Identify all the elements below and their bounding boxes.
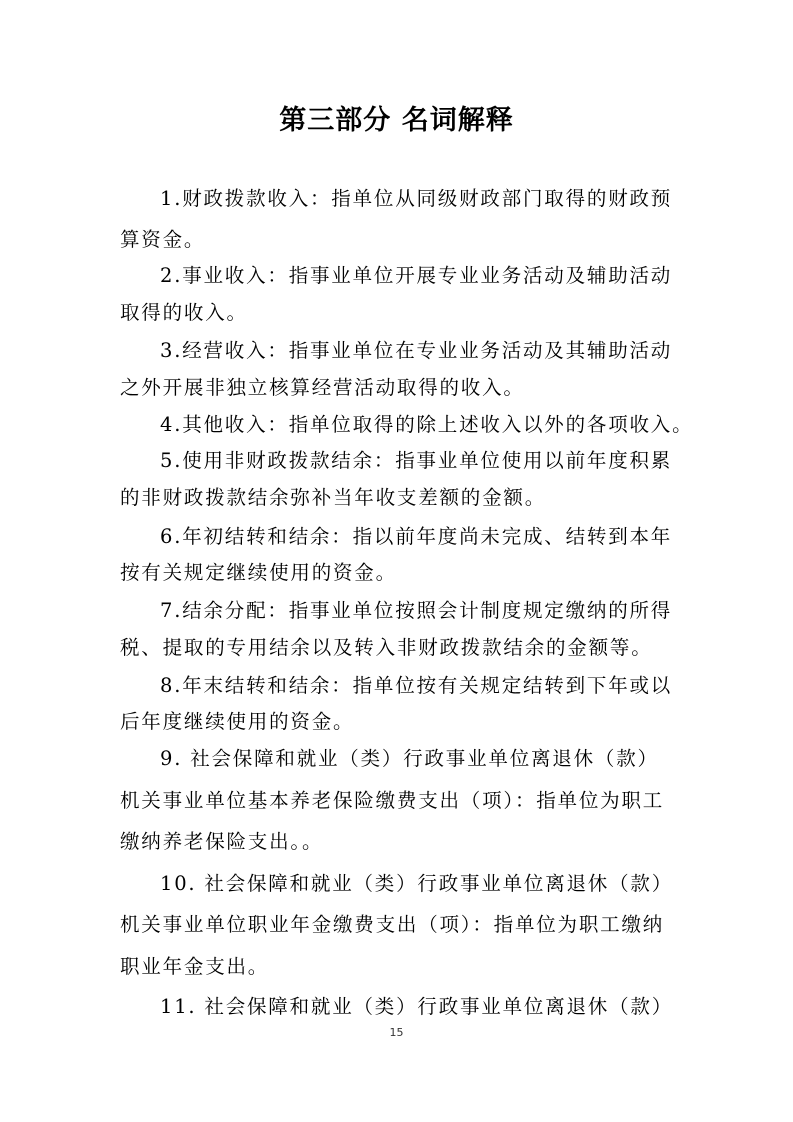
paragraph-line: 2.事业收入：指事业单位开展专业业务活动及辅助活动	[160, 264, 673, 287]
paragraph-line: 6.年初结转和结余：指以前年度尚未完成、结转到本年	[160, 525, 673, 548]
paragraph-line: 11. 社会保障和就业（类）行政事业单位离退休（款）	[160, 995, 674, 1018]
paragraph-line: 后年度继续使用的资金。	[120, 710, 355, 733]
paragraph-line: 税、提取的专用结余以及转入非财政拨款结余的金额等。	[120, 636, 653, 659]
paragraph-line: 按有关规定继续使用的资金。	[120, 561, 397, 584]
paragraph-line: 9. 社会保障和就业（类）行政事业单位离退休（款）	[160, 747, 659, 770]
paragraph-line: 取得的收入。	[120, 301, 248, 324]
paragraph-line: 1.财政拨款收入：指单位从同级财政部门取得的财政预	[160, 187, 673, 210]
page-number: 15	[389, 1026, 404, 1039]
paragraph-line: 的非财政拨款结余弥补当年收支差额的金额。	[120, 486, 547, 509]
paragraph-line: 3.经营收入：指事业单位在专业业务活动及其辅助活动	[160, 339, 673, 362]
paragraph-line: 算资金。	[120, 228, 206, 251]
paragraph-line: 机关事业单位基本养老保险缴费支出（项）：指单位为职工	[120, 789, 665, 812]
paragraph-line: 4.其他收入：指单位取得的除上述收入以外的各项收入。	[160, 413, 694, 436]
paragraph-line: 职业年金支出。	[120, 955, 270, 978]
paragraph-line: 8.年末结转和结余：指单位按有关规定结转到下年或以	[160, 674, 673, 697]
page-title: 第三部分 名词解释	[279, 105, 514, 136]
paragraph-line: 5.使用非财政拨款结余：指事业单位使用以前年度积累	[160, 449, 673, 472]
paragraph-line: 机关事业单位职业年金缴费支出（项）：指单位为职工缴纳	[120, 913, 665, 936]
paragraph-line: 之外开展非独立核算经营活动取得的收入。	[120, 376, 525, 399]
paragraph-line: 10. 社会保障和就业（类）行政事业单位离退休（款）	[160, 872, 674, 895]
paragraph-line: 7.结余分配：指事业单位按照会计制度规定缴纳的所得	[160, 599, 673, 622]
paragraph-line: 缴纳养老保险支出。。	[120, 830, 324, 853]
